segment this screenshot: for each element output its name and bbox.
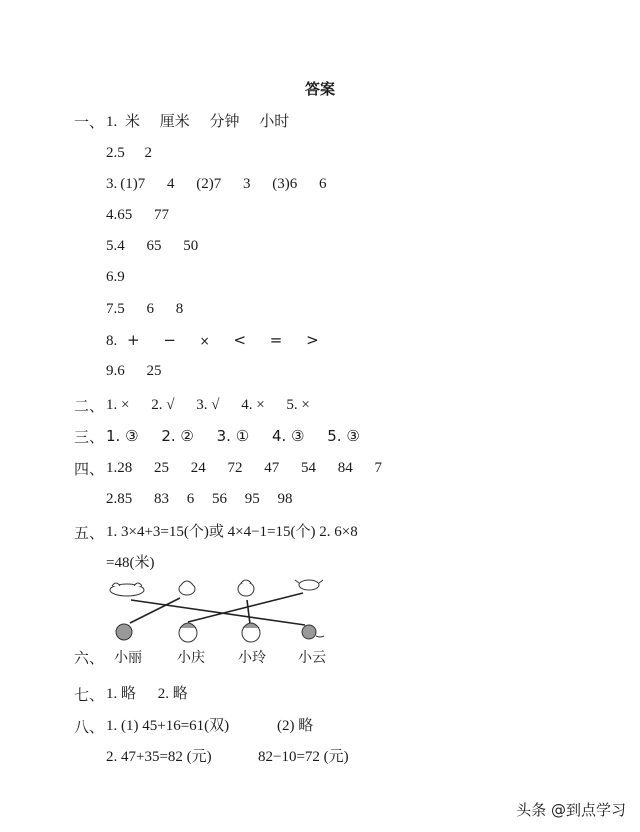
answer: 95 bbox=[244, 491, 260, 507]
bottom-faces bbox=[116, 623, 324, 642]
answer: 25 bbox=[146, 363, 162, 379]
s8-line-2b: 82−10=72 (元) bbox=[258, 749, 349, 765]
section-5-label: 五、 bbox=[74, 524, 105, 542]
s1-item-3 bbox=[106, 174, 327, 194]
item-number: 1. bbox=[106, 460, 118, 476]
answer: 5. × bbox=[286, 397, 310, 413]
answer: 98 bbox=[277, 491, 293, 507]
answer: 3. ① bbox=[216, 427, 250, 445]
name-xiaoling: 小玲 bbox=[238, 650, 266, 666]
face-xiaoling-icon bbox=[242, 623, 260, 642]
answer: 5 bbox=[117, 301, 125, 317]
answer: 72 bbox=[227, 460, 243, 476]
section-7-label: 七、 bbox=[74, 686, 105, 704]
s3-answers bbox=[106, 426, 360, 446]
answer: (3)6 bbox=[272, 176, 298, 192]
answer: 1. ③ bbox=[106, 427, 139, 445]
answer: + bbox=[127, 331, 140, 349]
answer: < bbox=[233, 331, 247, 349]
answer: − bbox=[163, 331, 176, 349]
s1-item-1 bbox=[106, 111, 289, 132]
s1-item-6 bbox=[106, 267, 125, 287]
answer: 6 bbox=[117, 363, 125, 379]
item-number: 7. bbox=[106, 301, 118, 317]
connection-lines bbox=[130, 593, 305, 625]
answer: 24 bbox=[190, 460, 206, 476]
face-xiaoqing-icon bbox=[179, 623, 197, 642]
answer: 83 bbox=[154, 491, 169, 507]
section-4-label: 四、 bbox=[74, 460, 105, 478]
answer: (1)7 bbox=[120, 176, 146, 192]
name-xiaoli: 小丽 bbox=[114, 650, 142, 666]
section-8-label: 八、 bbox=[74, 718, 105, 736]
s8-line-1a: 1. (1) 45+16=61(双) bbox=[106, 718, 230, 734]
top-item-4-icon bbox=[295, 580, 323, 590]
item-number: 9. bbox=[106, 363, 118, 379]
item-number: 2. bbox=[106, 145, 118, 161]
face-xiaoyun-icon bbox=[302, 625, 324, 639]
answer: 2. 略 bbox=[157, 686, 188, 702]
answer: 2 bbox=[144, 145, 152, 161]
item-number: 1. bbox=[106, 114, 118, 130]
answer: 1. × bbox=[106, 397, 130, 413]
s7-answers bbox=[106, 684, 188, 704]
answer: 2. ② bbox=[161, 427, 194, 445]
answer: 5. ③ bbox=[327, 427, 360, 445]
section-1-label: 一、 bbox=[74, 113, 105, 131]
answer: (2)7 bbox=[196, 176, 222, 192]
name-xiaoyun: 小云 bbox=[298, 650, 326, 666]
answer: 50 bbox=[183, 238, 199, 254]
answer: 6 bbox=[186, 491, 195, 507]
answer: 9 bbox=[117, 269, 125, 285]
answer: 85 bbox=[117, 491, 133, 507]
answer: > bbox=[306, 331, 319, 349]
answer: 47 bbox=[264, 460, 280, 476]
answer: 4 bbox=[117, 238, 125, 254]
item-number: 5. bbox=[106, 238, 118, 254]
answer: 4. ③ bbox=[271, 427, 305, 445]
answer: 5 bbox=[117, 145, 125, 161]
answer: 65 bbox=[146, 238, 162, 254]
answer: 分钟 bbox=[209, 112, 240, 130]
top-item-2-icon bbox=[179, 581, 195, 595]
answer: 厘米 bbox=[159, 112, 190, 130]
s1-item-2 bbox=[106, 143, 152, 163]
face-xiaoli-icon bbox=[116, 624, 132, 640]
section-6-label: 六、 bbox=[74, 649, 105, 667]
section-2-label: 二、 bbox=[74, 397, 105, 415]
name-xiaoqing: 小庆 bbox=[177, 650, 205, 666]
answer: 6 bbox=[319, 176, 327, 192]
top-items bbox=[110, 580, 323, 596]
s2-answers bbox=[106, 395, 310, 415]
answer: 米 bbox=[125, 112, 141, 130]
s5-line-1: 1. 3×4+3=15(个)或 4×4−1=15(个) 2. 6×8 bbox=[106, 524, 358, 540]
item-number: 8. bbox=[106, 333, 118, 349]
answer: 25 bbox=[154, 460, 169, 476]
item-number: 2. bbox=[106, 491, 118, 507]
answer: 77 bbox=[154, 207, 169, 223]
page-title: 答案 bbox=[304, 80, 335, 98]
answer: 28 bbox=[117, 460, 133, 476]
answer: 4. × bbox=[241, 397, 265, 413]
s8-line-1b: (2) 略 bbox=[277, 718, 314, 734]
s1-item-9 bbox=[106, 361, 162, 381]
answer: 8 bbox=[175, 301, 184, 317]
answer: 3 bbox=[243, 176, 251, 192]
s8-line-2a: 2. 47+35=82 (元) bbox=[106, 749, 212, 765]
answer: 65 bbox=[117, 207, 133, 223]
top-item-1-icon bbox=[110, 583, 144, 596]
answer: 4 bbox=[167, 176, 175, 192]
s4-row-1 bbox=[106, 458, 382, 478]
s5-line-2: =48(米) bbox=[106, 555, 155, 571]
answer: 6 bbox=[146, 301, 154, 317]
s1-item-5 bbox=[106, 236, 198, 256]
item-number: 6. bbox=[106, 269, 118, 285]
s4-row-2 bbox=[106, 489, 293, 509]
s1-item-8 bbox=[106, 330, 319, 351]
item-number: 3. bbox=[106, 176, 118, 192]
section-3-label: 三、 bbox=[74, 428, 105, 446]
item-number: 4. bbox=[106, 207, 118, 223]
answer: × bbox=[199, 334, 210, 348]
answer: = bbox=[269, 331, 283, 349]
answer: 小时 bbox=[259, 112, 290, 130]
top-item-3-icon bbox=[238, 580, 254, 596]
answer: 56 bbox=[212, 491, 227, 507]
watermark: 头条 @到点学习 bbox=[516, 801, 626, 819]
answer: 2. √ bbox=[151, 397, 175, 413]
s1-item-7 bbox=[106, 299, 183, 319]
answer: 1. 略 bbox=[106, 686, 137, 702]
answer: 7 bbox=[374, 460, 382, 476]
answer: 84 bbox=[337, 460, 353, 476]
answer: 54 bbox=[301, 460, 316, 476]
answer: 3. √ bbox=[196, 397, 220, 413]
s1-item-4 bbox=[106, 205, 169, 225]
